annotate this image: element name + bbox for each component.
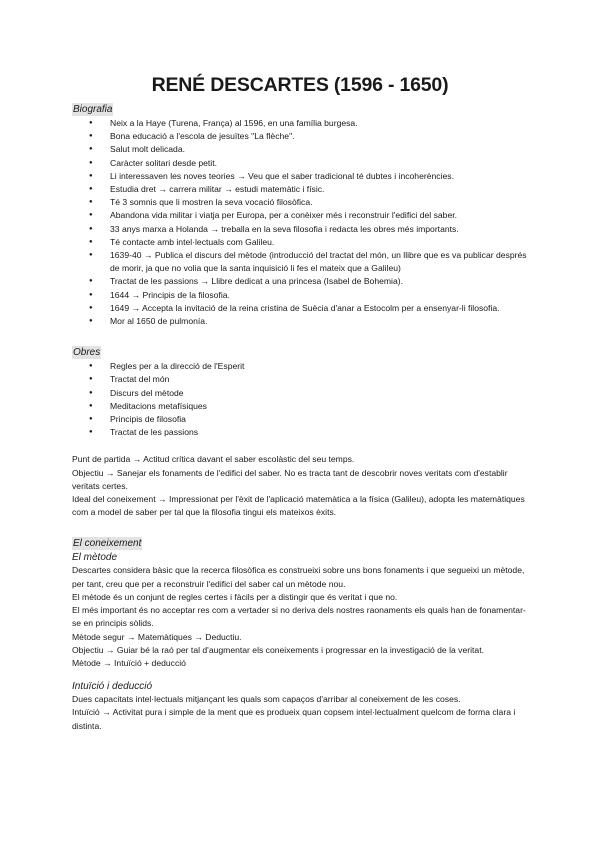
- list-item: ● 1649 → Accepta la invitació de la reina cristina de Suècia d'anar a Estocolm per a ensenyar-li filosofia.: [72, 302, 530, 315]
- biografia-section: [72, 99, 600, 328]
- obres-section: [72, 342, 600, 439]
- list-item: ● Meditacions metafísiques: [72, 400, 530, 413]
- list-item: ● Regles per a la direcció de l'Esperit: [72, 360, 530, 373]
- paragraph-ideal: Ideal del coneixement → Impressionat per l'èxit de l'aplicació matemàtica a la física (Galileu), adopta les matemàtiques com a model de saber per tal que la filosofia tingui els mateixos èxits.: [72, 494, 525, 518]
- biografia-heading: Biografia: [73, 104, 113, 115]
- list-item: ● Tractat del món: [72, 373, 530, 386]
- list-item: ● Té 3 somnis que li mostren la seva vocació filosòfica.: [72, 196, 530, 209]
- context-section: [72, 453, 600, 519]
- paragraph: El més important és no acceptar res com a vertader si no deriva dels nostres raonaments els quals han de fonamentar-se en principis sòlids.: [72, 605, 526, 629]
- paragraph-punt-de-partida: Punt de partida → Actitud crítica davant el saber escolàstic del seu temps.: [72, 454, 355, 465]
- list-item: ● Abandona vida militar i viatja per Europa, per a conèixer més i reconstruir l'edifici del saber.: [72, 209, 530, 222]
- biografia-list: [72, 117, 600, 328]
- list-item: ● 1639-40 → Publica el discurs del mètode (introducció del tractat del món, un llibre que es va publicar després de morir, ja que no volia que la santa inquisició li fes el mateix que a Galileu): [72, 249, 530, 275]
- obres-list: [72, 360, 600, 439]
- list-item: ● Discurs del mètode: [72, 387, 530, 400]
- paragraph: El mètode és un conjunt de regles certes i fàcils per a distingir que és veritat i que no.: [72, 591, 398, 602]
- list-item: ● 33 anys marxa a Holanda → treballa en la seva filosofia i redacta les obres més importants.: [72, 223, 530, 236]
- coneixement-heading: El coneixement: [73, 538, 142, 550]
- metode-heading: El mètode: [72, 552, 118, 564]
- paragraph: Dues capacitats intel·lectuals mitjançant les quals som capaços d'arribar al coneixement de les coses.: [72, 694, 461, 705]
- list-item: ● Salut molt delicada.: [72, 143, 530, 156]
- paragraph: Intuïció → Activitat pura i simple de la ment que es produeix quan copsem intel·lectualment quelcom de forma clara i distinta.: [72, 707, 516, 731]
- list-item: ● Principis de filosofia: [72, 413, 530, 426]
- list-item: ● Tractat de les passions → Llibre dedicat a una princesa (Isabel de Bohemia).: [72, 275, 530, 288]
- paragraph: Mètode → Intuïció + deducció: [72, 657, 186, 668]
- paragraph: Objectiu → Guiar bé la raó per tal d'augmentar els coneixements i progressar en la investigació de la veritat.: [72, 644, 484, 655]
- intuicio-heading: Intuïció i deducció: [72, 681, 153, 693]
- list-item: ● Bona educació a l'escola de jesuïtes "La flèche".: [72, 130, 530, 143]
- paragraph-objectiu: Objectiu → Sanejar els fonaments de l'edifici del saber. No es tracta tant de descobrir noves veritats com d'establir veritats certes.: [72, 467, 508, 491]
- page-title: RENÉ DESCARTES (1596 - 1650): [151, 74, 449, 96]
- paragraph: Mètode segur → Matemàtiques → Deductiu.: [72, 631, 242, 642]
- list-item: ● 1644 → Principis de la filosofia.: [72, 289, 530, 302]
- list-item: ● Estudia dret → carrera militar → estudi matemàtic i físic.: [72, 183, 530, 196]
- list-item: ● Caràcter solitari desde petit.: [72, 157, 530, 170]
- coneixement-section: [72, 533, 600, 732]
- obres-heading: Obres: [73, 347, 101, 359]
- paragraph: Descartes considera bàsic que la recerca filosòfica es construeixi sobre uns bons fonaments i que segueixi un mètode, per tant, creu que per a reconstruir l'edifici del saber cal un mètode nou.: [72, 565, 525, 589]
- list-item: ● Tractat de les passions: [72, 426, 530, 439]
- list-item: ● Mor al 1650 de pulmonía.: [72, 315, 530, 328]
- list-item: ● Neix a la Haye (Turena, França) al 1596, en una família burgesa.: [72, 117, 530, 130]
- list-item: ● Li interessaven les noves teories → Veu que el saber tradicional té dubtes i incoherències.: [72, 170, 530, 183]
- list-item: ● Té contacte amb intel·lectuals com Galileu.: [72, 236, 530, 249]
